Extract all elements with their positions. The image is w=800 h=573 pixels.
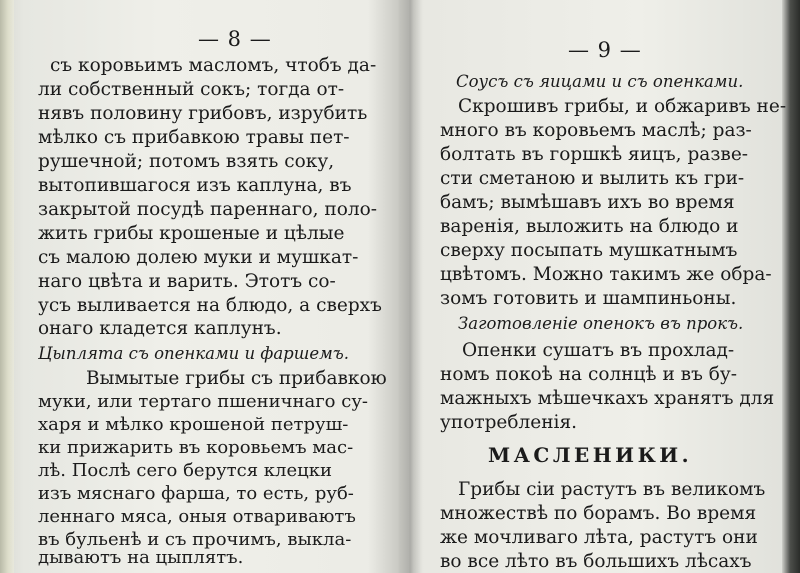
text-line: бамъ; вымѣшавъ ихъ во время	[440, 192, 735, 213]
text-line: во все лѣто въ большихъ лѣсахъ	[440, 551, 752, 572]
left-page	[38, 0, 387, 573]
text-line: леннаго мяса, оныя отвариваютъ	[38, 506, 356, 527]
text-line: изъ мяснаго фарша, то есть, руб-	[38, 483, 354, 504]
text-line: дываютъ на цыплятъ.	[38, 547, 244, 568]
text-line: харя и мѣлко крошеной петруш-	[38, 414, 349, 435]
text-line: въ бульенѣ и съ прочимъ, выкла-	[38, 529, 352, 550]
text-line: ли собственный сокъ; тогда от-	[38, 79, 345, 100]
text-line: употребленія.	[440, 412, 578, 433]
text-line: цвѣтомъ. Можно такимъ же обра-	[440, 264, 772, 285]
text-line: вытопившагося изъ каплуна, въ	[38, 175, 352, 196]
text-line: сверху посыпать мушкатнымъ	[440, 240, 738, 261]
text-line: мѣлко съ прибавкою травы пет-	[38, 127, 350, 148]
text-line: ки прижарить въ коровьемъ мас-	[38, 437, 354, 458]
text-line: онаго кладется каплунъ.	[38, 318, 282, 339]
text-line: съ малою долею муки и мушкат-	[38, 247, 359, 268]
text-line: усъ выливается на блюдо, а сверхъ	[38, 295, 382, 316]
text-line: лѣ. Послѣ сего берутся клецки	[38, 460, 332, 481]
text-line: Вымытые грибы съ прибавкою	[86, 368, 387, 389]
page-number-right: — 9 —	[568, 38, 642, 62]
text-line: муки, или тертаго пшеничнаго су-	[38, 391, 368, 412]
page-edge-left	[0, 0, 14, 573]
section-heading: Заготовленіе опенокъ въ прокъ.	[458, 314, 744, 333]
text-line: номъ покоѣ на солнцѣ и въ бу-	[440, 364, 738, 385]
text-line: болтать въ горшкѣ яицъ, разве-	[440, 144, 749, 165]
text-line: зомъ готовить и шампиньоны.	[440, 288, 737, 309]
text-line: Скрошивъ грибы, и обжаривъ не-	[458, 96, 787, 117]
text-line: сти сметаною и вылить къ гри-	[440, 168, 745, 189]
text-line: мажныхъ мѣшечкахъ хранятъ для	[440, 388, 775, 409]
text-line: рушечной; потомъ взять соку,	[38, 151, 335, 172]
section-heading: Цыплята съ опенками и фаршемъ.	[38, 344, 350, 363]
right-page	[440, 0, 787, 573]
text-line: много въ коровьемъ маслѣ; раз-	[440, 120, 752, 141]
text-line: множествѣ по борамъ. Во время	[440, 503, 757, 524]
page-edge-right	[782, 0, 800, 573]
chapter-title: МАСЛЕНИКИ.	[488, 443, 693, 467]
text-line: Опенки сушатъ въ прохлад-	[462, 340, 735, 361]
text-line: жить грибы крошеные и цѣлые	[38, 223, 345, 244]
book-gutter	[398, 0, 422, 573]
text-line: же мочливаго лѣта, растутъ они	[440, 527, 758, 548]
text-line: Грибы сіи растутъ въ великомъ	[458, 479, 766, 500]
text-line: наго цвѣта и варить. Этотъ со-	[38, 271, 336, 292]
section-heading: Соусъ съ яицами и съ опенками.	[456, 72, 744, 91]
text-line: нявъ половину грибовъ, изрубить	[38, 103, 368, 124]
page-number-left: — 8 —	[198, 27, 272, 51]
text-line: варенія, выложить на блюдо и	[440, 216, 739, 237]
text-line: закрытой посудѣ пареннаго, поло-	[38, 199, 378, 220]
text-line: съ коровьимъ масломъ, чтобъ да-	[50, 55, 377, 76]
